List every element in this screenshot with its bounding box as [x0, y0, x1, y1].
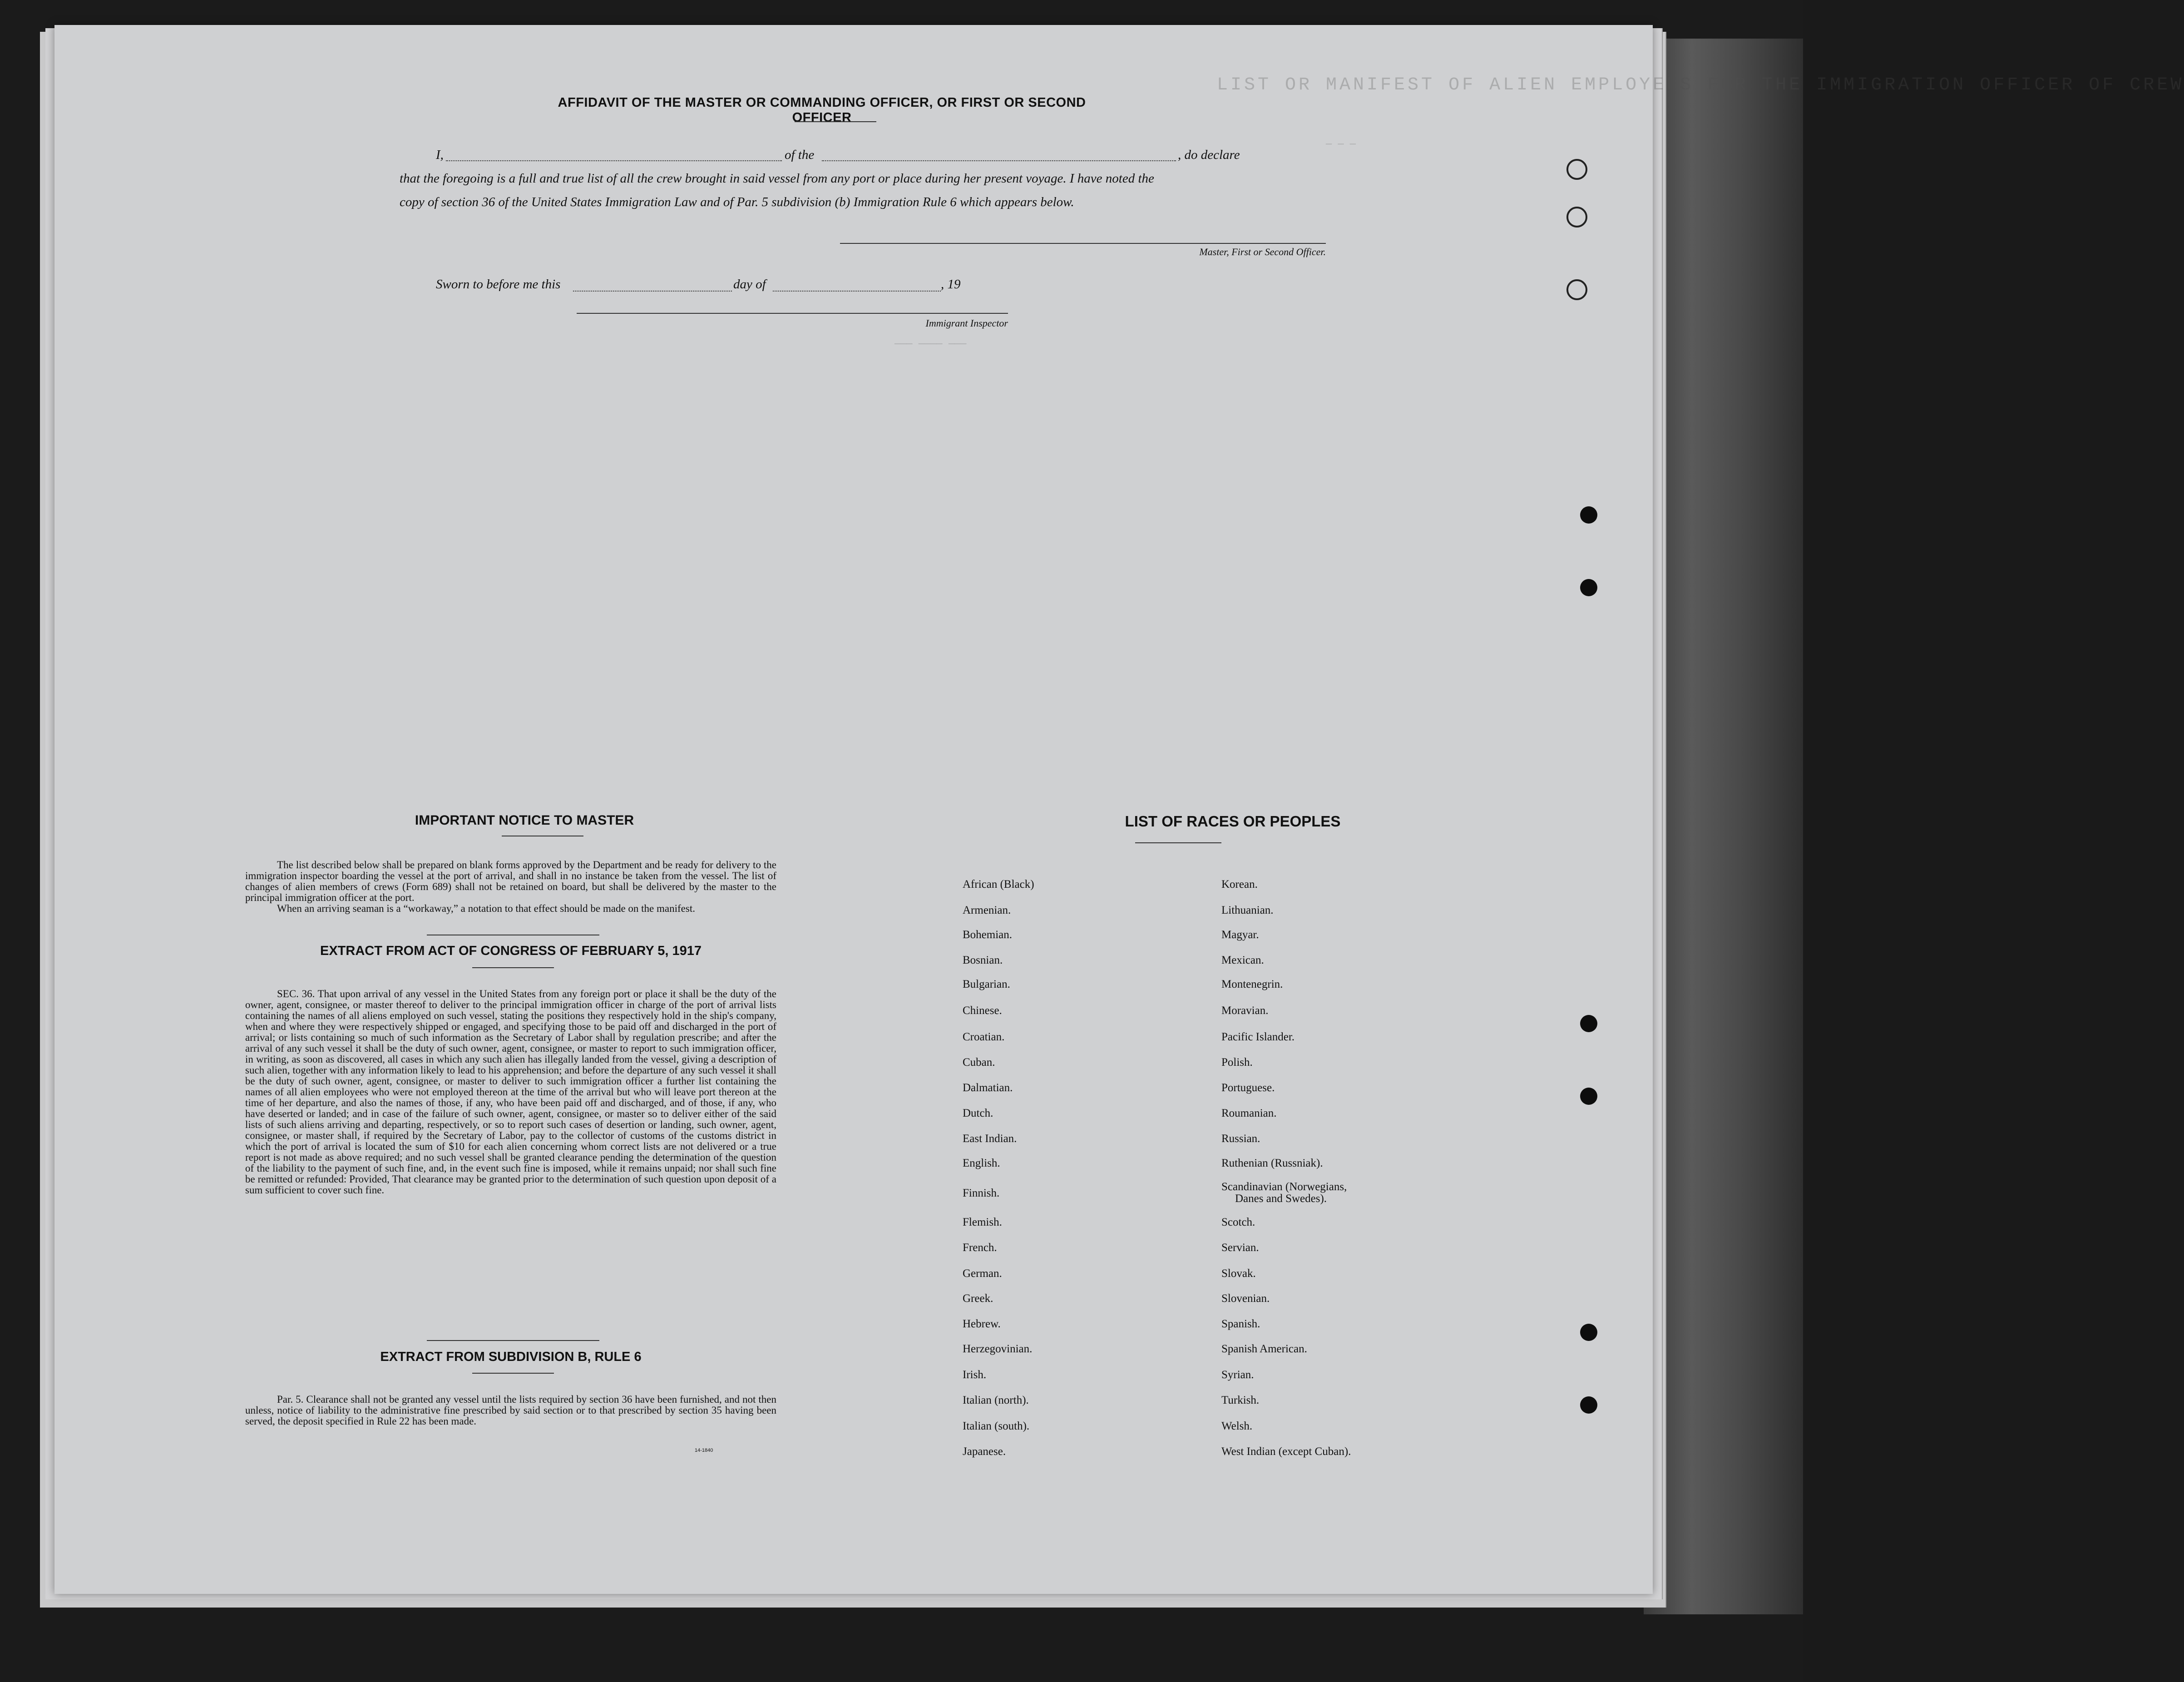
race-item: Japanese. — [963, 1445, 1006, 1458]
affidavit-line-3: copy of section 36 of the United States Immigration Law and of Par. 5 subdivision (b) Immigration Rule 6 which appears below. — [400, 195, 1074, 209]
notice-title: IMPORTANT NOTICE TO MASTER — [415, 813, 634, 828]
affidavit-title: AFFIDAVIT OF THE MASTER OR COMMANDING OFFICER, OR FIRST OR SECOND OFFICER — [558, 95, 1086, 125]
punch-hole — [1580, 579, 1597, 596]
race-item: Bohemian. — [963, 929, 1013, 941]
race-item: Dutch. — [963, 1107, 993, 1119]
inspector-signature-line[interactable] — [577, 313, 1008, 314]
race-item: Slovak. — [1221, 1267, 1256, 1280]
bleed-through-heading: LIST OR MANIFEST OF ALIEN EMPLOYEES FOR THE IMMIGRATION OFFICER OF CREW — [1217, 75, 2184, 95]
race-item: East Indian. — [963, 1133, 1017, 1145]
race-item: Spanish. — [1221, 1318, 1260, 1330]
punch-hole — [1580, 1088, 1597, 1105]
bleed-through-text: — — — — [1326, 139, 1356, 150]
race-item: Croatian. — [963, 1031, 1005, 1043]
sworn-line — [436, 277, 1072, 300]
race-item: Servian. — [1221, 1242, 1259, 1254]
inspector-caption: Immigrant Inspector — [925, 317, 1008, 329]
sworn-text: Sworn to before me this — [436, 277, 561, 292]
binder-edge — [1644, 39, 1803, 1614]
race-item: Greek. — [963, 1292, 993, 1305]
race-item: Polish. — [1221, 1056, 1253, 1069]
race-item: Turkish. — [1221, 1394, 1260, 1406]
signature-line[interactable] — [840, 243, 1326, 244]
race-item: Bulgarian. — [963, 978, 1010, 990]
race-item: West Indian (except Cuban). — [1221, 1445, 1351, 1458]
race-item: Chinese. — [963, 1004, 1002, 1017]
race-item: Lithuanian. — [1221, 904, 1274, 916]
section-divider — [427, 1340, 599, 1341]
manifest-page — [54, 25, 2184, 1594]
punch-hole — [1580, 506, 1597, 524]
affidavit-line-1 — [436, 143, 1326, 167]
affidavit-line-2: that the foregoing is a full and true list of all the crew brought in said vessel from any port or place during her present voyage. I have noted the — [400, 171, 1154, 186]
sworn-day-blank[interactable] — [573, 291, 732, 292]
race-item: Cuban. — [963, 1056, 995, 1069]
race-item: Mexican. — [1221, 954, 1264, 966]
punch-hole — [1566, 279, 1587, 300]
race-item: Montenegrin. — [1221, 978, 1283, 990]
title-underline — [795, 121, 876, 122]
extract-rule-title: EXTRACT FROM SUBDIVISION B, RULE 6 — [380, 1350, 642, 1364]
punch-hole — [1566, 159, 1587, 180]
race-item: Armenian. — [963, 904, 1011, 916]
race-item: Russian. — [1221, 1133, 1260, 1145]
race-item: Flemish. — [963, 1216, 1002, 1228]
notice-paragraph-2: When an arriving seaman is a “workaway,” a notation to that effect should be made on the manifest. — [277, 903, 695, 914]
affidavit-of-the: of the — [785, 148, 815, 162]
affidavit-do-declare: , do declare — [1178, 148, 1240, 162]
race-item: Italian (south). — [963, 1420, 1030, 1432]
race-item: African (Black) — [963, 878, 1034, 890]
extract-rule-underline — [472, 1373, 554, 1374]
punch-hole — [1580, 1396, 1597, 1414]
race-item: German. — [963, 1267, 1002, 1280]
extract-act-underline — [472, 967, 554, 968]
race-item: Roumanian. — [1221, 1107, 1277, 1119]
punch-hole — [1580, 1324, 1597, 1341]
races-title: LIST OF RACES OR PEOPLES — [1125, 813, 1341, 830]
race-item: Welsh. — [1221, 1420, 1253, 1432]
race-item: Moravian. — [1221, 1004, 1269, 1017]
race-item: Herzegovinian. — [963, 1343, 1033, 1355]
race-item: English. — [963, 1157, 1000, 1169]
vessel-name-blank[interactable] — [822, 160, 1176, 161]
race-item: Dalmatian. — [963, 1082, 1013, 1094]
signature-caption: Master, First or Second Officer. — [1199, 246, 1326, 257]
race-item: Korean. — [1221, 878, 1258, 890]
race-item: Finnish. — [963, 1187, 1000, 1199]
sworn-day-of: day of — [733, 277, 766, 292]
extract-act-title: EXTRACT FROM ACT OF CONGRESS OF FEBRUARY 5, 1917 — [320, 944, 702, 958]
form-number: 14-1840 — [695, 1448, 713, 1453]
master-name-blank[interactable] — [446, 160, 782, 161]
race-item-continuation: Danes and Swedes). — [1235, 1192, 1327, 1205]
races-underline — [1135, 842, 1221, 843]
race-item: Scotch. — [1221, 1216, 1255, 1228]
affidavit-i: I, — [436, 148, 444, 162]
extract-rule-text: Par. 5. Clearance shall not be granted any vessel until the lists required by section 36 have been furnished, and not then unless, notice of liability to the administrative fine prescribed by said section or to that prescribed by section 35 having been served, the deposit specified in Rule 22 has been made. — [245, 1394, 776, 1427]
extract-act-text: SEC. 36. That upon arrival of any vessel in the United States from any foreign port or place it shall be the duty of the owner, agent, consignee, or master thereof to deliver to the principal immigration officer in charge of the port of arrival lists containing the names of all aliens employed on such vessel, stating the positions they respectively hold in the ship's company, when and where they were respectively shipped or engaged, and specifying those to be paid off and discharged in the port of arrival; or lists containing so much of such information as the Secretary of Labor shall by regulation prescribe; and after the arrival of any such vessel it shall be the duty of such owner, agent, consignee, or master to report to such immigration officer, in writing, as soon as discovered, all cases in which any such alien has illegally landed from the vessel, giving a description of such alien, together with any information likely to lead to his apprehension; and before the departure of any such vessel it shall be the duty of such owner, agent, consignee, or master to deliver to such immigration officer a further list containing the names of all alien employees who were not employed thereon at the time of the arrival but who will leave port thereon at the time of her departure, and also the names of those, if any, who have been paid off and discharged, and of those, if any, who have deserted or landed; and in case of the failure of such owner, agent, consignee, or master so to deliver either of the said lists of such aliens arriving and departing, respectively, or so to report such cases of desertion or landing, such owner, agent, consignee, or master shall, if required by the Secretary of Labor, pay to the collector of customs of the customs district in which the port of arrival is located the sum of $10 for each alien concerning whom correct lists are not delivered or a true report is not made as above required; and no such vessel shall be granted clearance pending the determination of the question of the liability to the payment of such fine, and, in the event such fine is imposed, while it remains unpaid; nor shall such fine be remitted or refunded: Provided, That clearance may be granted prior to the determination of such question upon deposit of a sum sufficient to cover such fine. — [245, 988, 776, 1196]
punch-hole — [1566, 207, 1587, 228]
sworn-month-blank[interactable] — [773, 291, 941, 292]
bleed-through-text: ——— ———— ——— — [894, 338, 967, 350]
race-item: Portuguese. — [1221, 1082, 1275, 1094]
race-item: Italian (north). — [963, 1394, 1029, 1406]
sworn-year: , 19 — [941, 277, 961, 292]
race-item: Slovenian. — [1221, 1292, 1270, 1305]
race-item: Syrian. — [1221, 1369, 1254, 1381]
race-item: Spanish American. — [1221, 1343, 1307, 1355]
race-item: Scandinavian (Norwegians, — [1221, 1181, 1347, 1193]
race-item: Bosnian. — [963, 954, 1003, 966]
race-item: Magyar. — [1221, 929, 1259, 941]
punch-hole — [1580, 1015, 1597, 1032]
race-item: Pacific Islander. — [1221, 1031, 1295, 1043]
race-item: Ruthenian (Russniak). — [1221, 1157, 1323, 1169]
notice-paragraph-1: The list described below shall be prepared on blank forms approved by the Department and be ready for delivery to the immigration inspector boarding the vessel at the port of arrival, and shall in no instance be taken from the vessel. The list of changes of alien members of crews (Form 689) shall not be retained on board, but shall be delivered by the master to the principal immigration officer at the port. — [245, 859, 776, 903]
race-item: Irish. — [963, 1369, 987, 1381]
race-item: French. — [963, 1242, 997, 1254]
race-item: Hebrew. — [963, 1318, 1001, 1330]
